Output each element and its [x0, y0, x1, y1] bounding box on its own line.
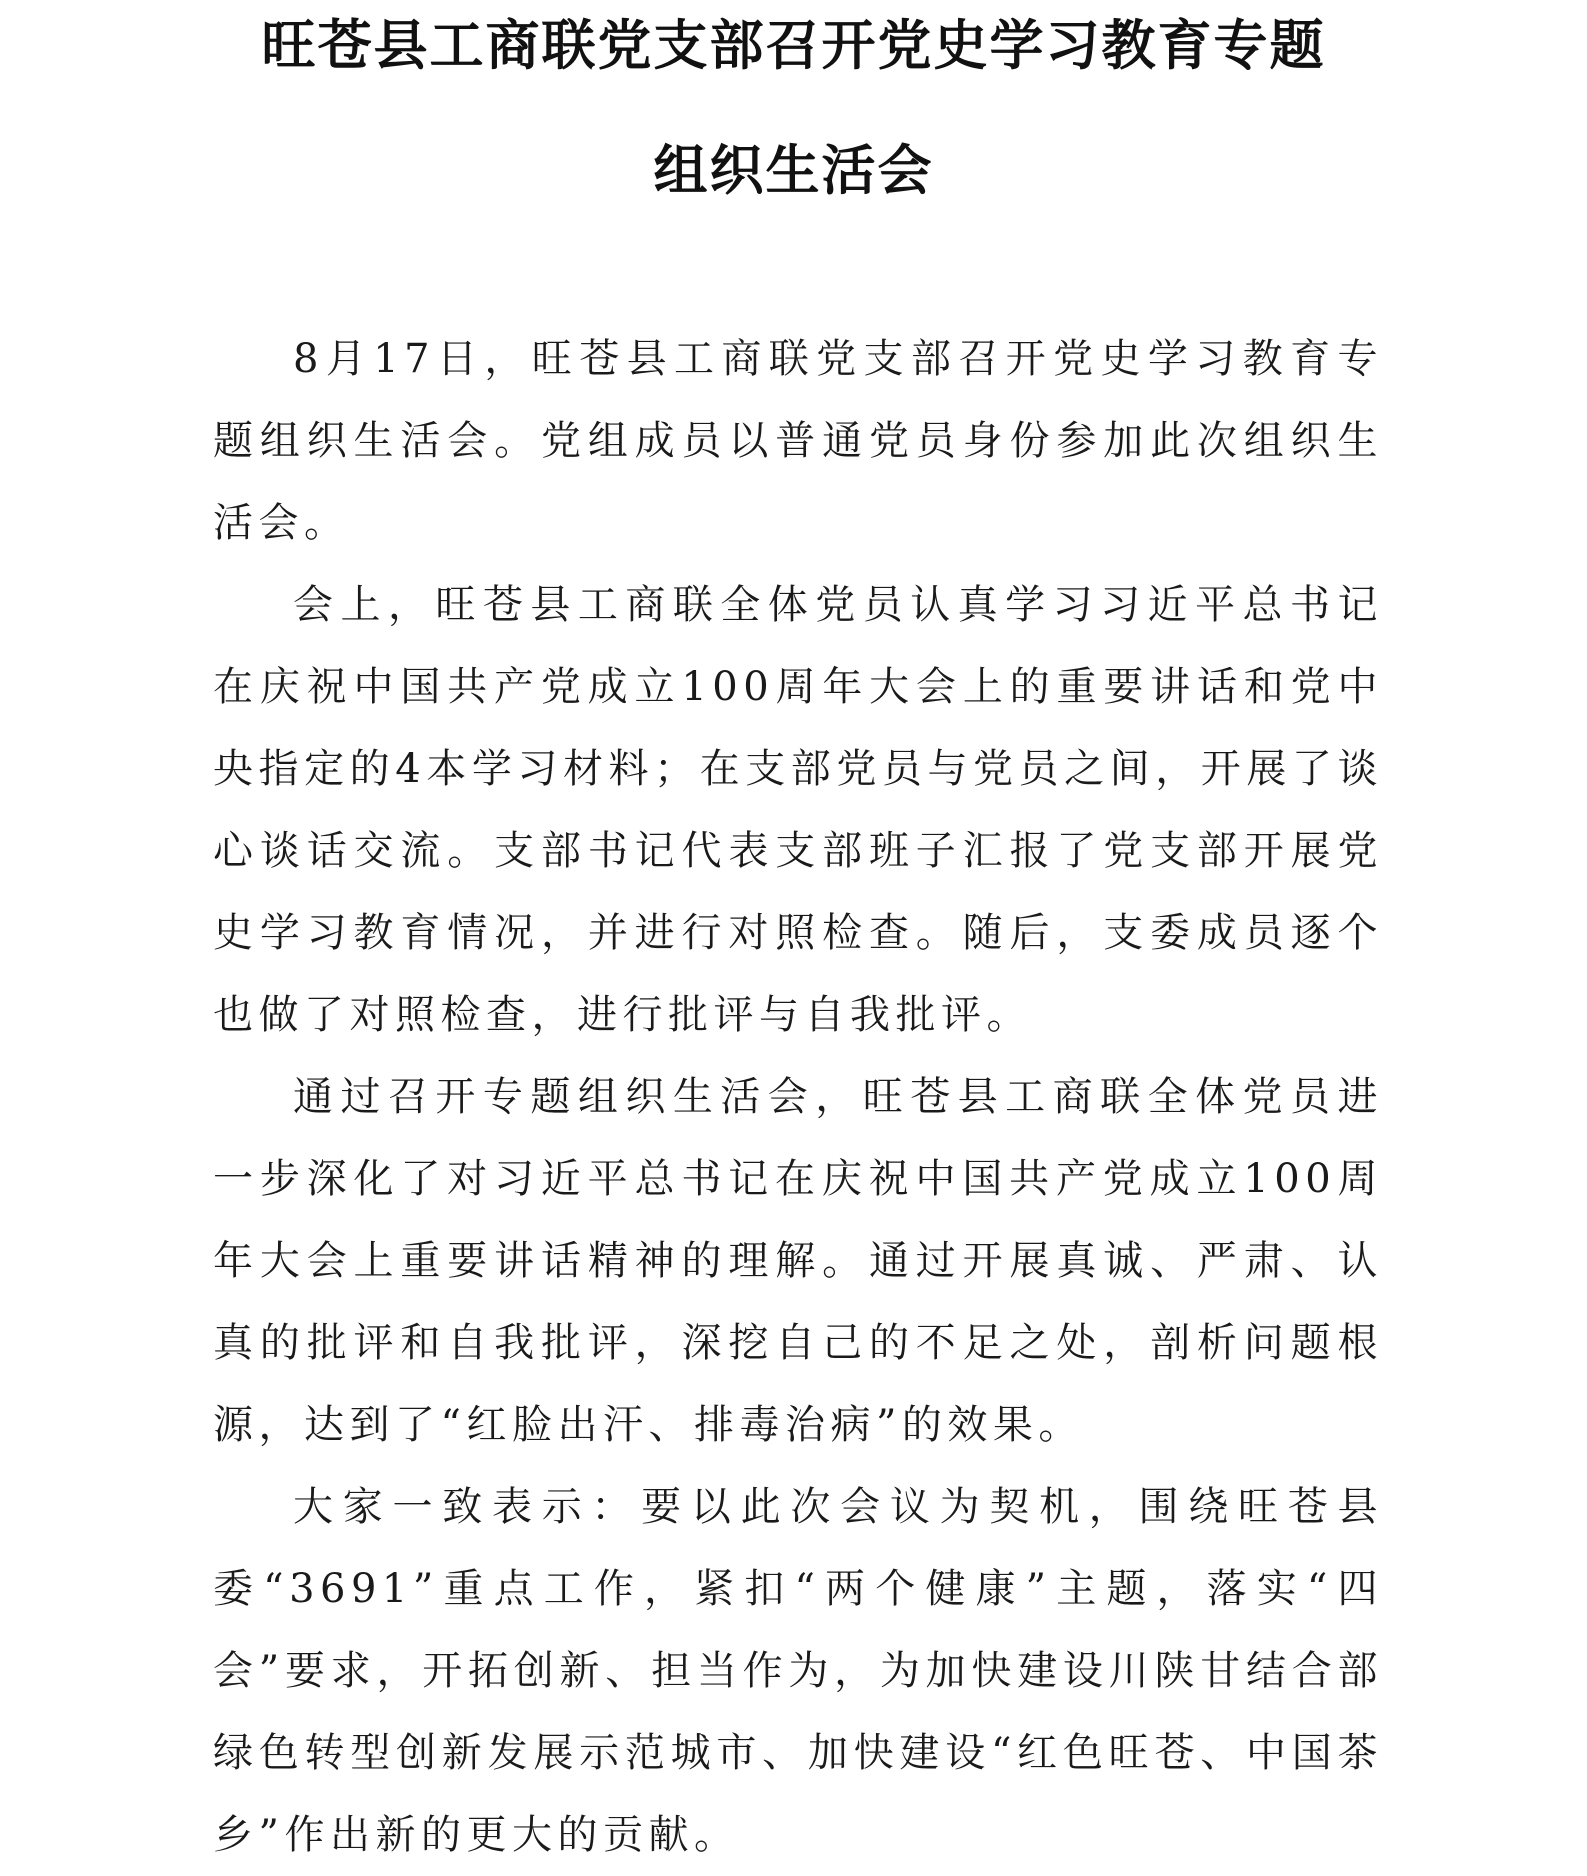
title-line-1: 旺苍县工商联党支部召开党史学习教育专题: [261, 13, 1326, 77]
paragraph-4: 大家一致表示：要以此次会议为契机，围绕旺苍县委“3691”重点工作，紧扣“两个健康”主题，落实“四会”要求，开拓创新、担当作为，为加快建设川陕甘结合部绿色转型创新发展示范城市、加快建设“红色旺苍、中国茶乡”作出新的更大的贡献。: [213, 1484, 1383, 1858]
paragraph-2: 会上，旺苍县工商联全体党员认真学习习近平总书记在庆祝中国共产党成立100周年大会上的重要讲话和党中央指定的4本学习材料；在支部党员与党员之间，开展了谈心谈话交流。支部书记代表支部班子汇报了党支部开展党史学习教育情况，并进行对照检查。随后，支委成员逐个也做了对照检查，进行批评与自我批评。: [213, 582, 1383, 1038]
paragraph-1: 8月17日，旺苍县工商联党支部召开党史学习教育专题组织生活会。党组成员以普通党员身份参加此次组织生活会。: [213, 336, 1383, 546]
article-body: [213, 318, 1383, 1876]
title-line-2: 组织生活会: [653, 138, 934, 202]
paragraph-3: 通过召开专题组织生活会，旺苍县工商联全体党员进一步深化了对习近平总书记在庆祝中国共产党成立100周年大会上重要讲话精神的理解。通过开展真诚、严肃、认真的批评和自我批评，深挖自己的不足之处，剖析问题根源，达到了“红脸出汗、排毒治病”的效果。: [213, 1074, 1383, 1448]
